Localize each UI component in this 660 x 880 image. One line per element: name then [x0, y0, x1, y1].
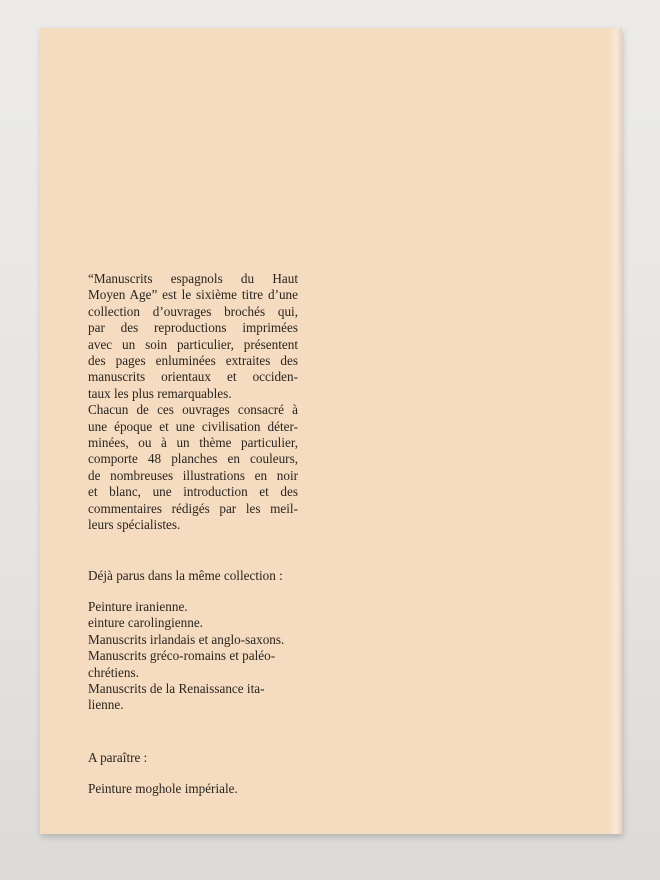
intro-line: taux les plus remarquables.	[88, 385, 232, 401]
intro-line: “Manuscrits espagnols du Haut	[88, 271, 298, 286]
intro-line: avec un soin particulier, présentent	[88, 336, 298, 352]
list-item: Peinture moghole impériale.	[88, 781, 238, 797]
list-item: Manuscrits irlandais et anglo-saxons.	[88, 631, 285, 647]
list-item: chrétiens.	[88, 664, 139, 680]
list-item: lienne.	[88, 697, 124, 713]
intro-line: une époque et une civilisation déter-	[88, 418, 298, 434]
cover-text-block	[88, 271, 298, 798]
intro-line: Moyen Age” est le sixième titre d’une	[88, 287, 298, 303]
intro-line: manuscrits orientaux et occiden-	[88, 369, 298, 385]
book-back-cover	[40, 28, 622, 834]
intro-paragraph	[88, 271, 298, 534]
list-item: einture carolingienne.	[88, 615, 203, 631]
list-item: Manuscrits gréco-romains et paléo-	[88, 648, 276, 664]
forthcoming-list	[88, 781, 298, 797]
intro-line: collection d’ouvrages brochés qui,	[88, 303, 298, 319]
intro-line: comporte 48 planches en couleurs,	[88, 451, 298, 467]
cover-edge-highlight	[608, 28, 622, 834]
list-item: Manuscrits de la Renaissance ita-	[88, 680, 265, 696]
forthcoming-heading: A paraître :	[88, 749, 148, 765]
intro-line: et blanc, une introduction et des	[88, 484, 298, 500]
intro-line: minées, ou à un thème particulier,	[88, 435, 298, 451]
list-item: Peinture iranienne.	[88, 598, 188, 614]
intro-line: de nombreuses illustrations en noir	[88, 467, 298, 483]
intro-line: Chacun de ces ouvrages consacré à	[88, 402, 298, 418]
intro-line: commentaires rédigés par les meil-	[88, 500, 298, 516]
intro-line: des pages enluminées extraites des	[88, 353, 298, 369]
already-published-list	[88, 599, 298, 714]
intro-line: leurs spécialistes.	[88, 517, 181, 533]
intro-line: par des reproductions imprimées	[88, 320, 298, 336]
already-published-heading: Déjà parus dans la même collection :	[88, 567, 283, 583]
